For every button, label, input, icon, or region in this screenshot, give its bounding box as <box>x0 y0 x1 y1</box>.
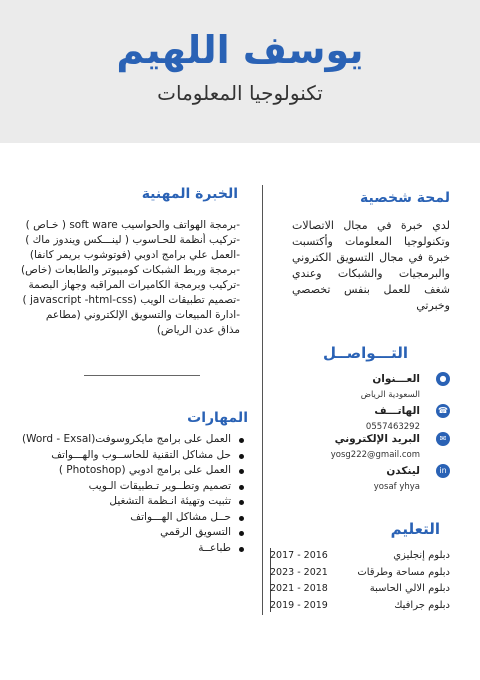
education-item <box>270 567 450 583</box>
experience-line: -تركيب أنظمة للحـاسوب ( لينـــكس ويندوز ماك ) <box>25 234 240 246</box>
contact-address <box>270 372 447 402</box>
education-item <box>270 600 450 616</box>
experience-line: مذاق عدن الرياض) <box>156 324 240 336</box>
phone-icon: ☎ <box>436 404 450 418</box>
education-name: دبلوم الالي الحاسبة <box>369 583 450 594</box>
email-label: البريد الإلكتروني <box>334 433 420 445</box>
experience-line: -العمل علي برامج ادوبي (فوتوشوب بريمر كانفا) <box>29 249 240 261</box>
contact-linkedin <box>270 464 447 494</box>
education-years: 2021 - 2018 <box>270 583 328 594</box>
contact-title: التـــواصــل <box>323 344 408 362</box>
location-icon: ● <box>436 372 450 386</box>
education-years: 2017 - 2016 <box>270 550 328 561</box>
email-value[interactable]: yosg222@gmail.com <box>330 450 420 460</box>
experience-line: -تركيب وبرمجة الكاميرات المراقبه وجهاز البصمة <box>28 279 240 291</box>
experience-line: -برمجة وربط الشبكات كومبيوتر والطابعات (خاص) <box>21 264 240 276</box>
skill-item: العمل على برامج مايكروسوفت(Word - Exsal) <box>30 432 231 448</box>
header-banner <box>0 0 480 143</box>
experience-line: -ادارة المبيعات والتسويق الإلكتروني (مطاعم <box>45 309 240 321</box>
skill-item: طباعــة <box>30 541 231 557</box>
experience-line: -برمجة الهواتف والحواسيب soft ware ( خـاص ) <box>25 219 240 231</box>
education-years: 2023 - 2021 <box>270 567 328 578</box>
linkedin-value[interactable]: yosaf yhya <box>373 482 420 492</box>
education-name: دبلوم جرافيك <box>394 600 450 611</box>
person-name: يوسف اللهيم <box>116 28 364 72</box>
education-years: 2019 - 2019 <box>270 600 328 611</box>
skill-item: حــل مشاكل الهـــواتف <box>30 510 231 526</box>
skill-item: حل مشاكل التقنية للحاســوب والهـــواتف <box>30 448 231 464</box>
section-separator <box>84 375 200 376</box>
education-item <box>270 550 450 566</box>
experience-list <box>18 218 240 338</box>
education-name: دبلوم إنجليزي <box>393 550 450 561</box>
phone-label: الهاتـــف <box>374 405 420 417</box>
skill-item: العمل على برامج ادوبي (Photoshop ) <box>30 463 231 479</box>
skill-item: التسويق الرقمي <box>30 525 231 541</box>
skills-title: المهارات <box>187 410 248 426</box>
skill-item: تثبيت وتهيئة انـظمة التشغيل <box>30 494 231 510</box>
contact-phone <box>270 404 448 434</box>
email-icon: ✉ <box>436 432 450 446</box>
experience-line: -تصميم تطبيقات الويب (javascript -html-css ) <box>22 294 240 306</box>
education-title: التعليم <box>390 520 440 538</box>
skills-list <box>21 432 245 556</box>
about-title: لمحة شخصية <box>360 190 450 206</box>
education-item <box>270 583 450 599</box>
skill-item: تصميم وتطــوير تـطبيقات الـويب <box>30 479 231 495</box>
contact-email <box>270 432 447 462</box>
experience-title: الخبرة المهنية <box>141 186 238 202</box>
linkedin-label: لينكدن <box>386 465 420 477</box>
job-title: تكنولوجيا المعلومات <box>157 81 323 105</box>
about-text: لدي خبرة في مجال الاتصالات وتكنولوجيا المعلومات وأكتسبت خبرة في مجال التسويق الكتروني والبرمجيات والشبكات وعندي شغف للعمل بنفس تخصصي وخبرتي <box>292 219 450 312</box>
phone-value[interactable]: 0557463292 <box>365 422 420 432</box>
linkedin-icon: in <box>436 464 450 478</box>
column-divider <box>262 185 263 615</box>
education-name: دبلوم مساحة وطرقات <box>357 567 450 578</box>
address-value: السعودية الرياض <box>360 390 420 400</box>
address-label: العـــنوان <box>372 373 420 385</box>
